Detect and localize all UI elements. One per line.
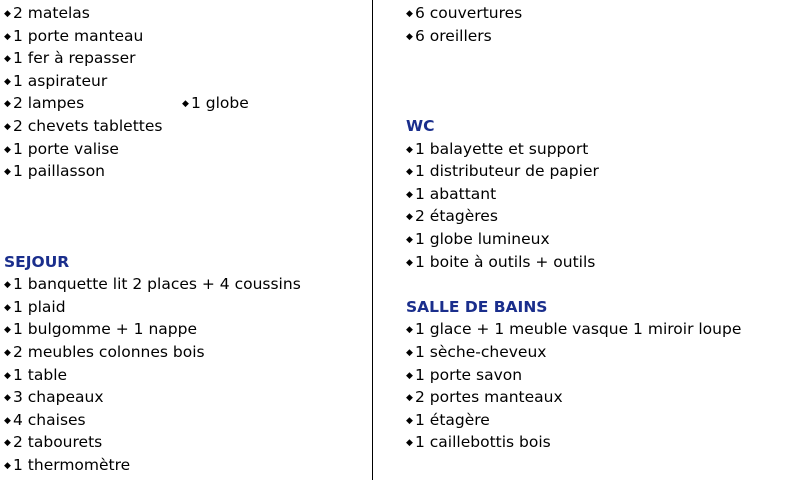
bullet-icon: ◆: [406, 415, 413, 426]
column-divider: [372, 0, 373, 480]
bullet-icon: ◆: [406, 438, 413, 449]
bullet-icon: ◆: [4, 144, 11, 155]
bullet-icon: ◆: [4, 393, 11, 404]
list-item: ◆ 1 glace + 1 meuble vasque 1 miroir loupe: [406, 318, 796, 341]
list-item: ◆ 2 étagères: [406, 205, 796, 228]
spacer: [406, 273, 796, 296]
list-item: ◆ 1 plaid: [4, 296, 364, 319]
list-item: ◆ 1 distributeur de papier: [406, 160, 796, 183]
list-item: ◆ 2 tabourets: [4, 431, 364, 454]
right-column: [406, 2, 796, 454]
bullet-icon: ◆: [406, 347, 413, 358]
bullet-icon: ◆: [406, 167, 413, 178]
list-item: ◆ 2 portes manteaux: [406, 386, 796, 409]
list-item: ◆ 1 paillasson: [4, 160, 364, 183]
bullet-icon: ◆: [406, 325, 413, 336]
left-column: [4, 2, 364, 476]
list-item: ◆ 1 thermomètre: [4, 454, 364, 477]
list-item: ◆ 1 porte manteau: [4, 25, 364, 48]
bullet-icon: ◆: [4, 9, 11, 19]
spacer: [4, 228, 364, 251]
section-heading-salle-de-bains: SALLE DE BAINS: [406, 297, 548, 316]
bullet-icon: ◆: [4, 370, 11, 381]
bullet-icon: ◆: [406, 393, 413, 404]
spacer: [406, 92, 796, 115]
bullet-icon: ◆: [4, 347, 11, 358]
spacer: [406, 47, 796, 70]
spacer: [406, 70, 796, 93]
bullet-icon: ◆: [406, 370, 413, 381]
bullet-icon: ◆: [4, 76, 11, 87]
list-item: ◆ 2 meubles colonnes bois: [4, 341, 364, 364]
list-item: ◆ 2 lampes ◆ 1 globe: [4, 92, 364, 115]
spacer: [4, 183, 364, 206]
list-item: ◆ 2 chevets tablettes: [4, 115, 364, 138]
list-item: ◆ 2 matelas: [4, 2, 364, 25]
list-item: ◆ 1 fer à repasser: [4, 47, 364, 70]
section-heading-wc: WC: [406, 116, 435, 135]
spacer: [4, 205, 364, 228]
list-item: ◆ 1 sèche-cheveux: [406, 341, 796, 364]
bullet-icon: ◆: [4, 31, 11, 42]
list-item: ◆ 1 abattant: [406, 183, 796, 206]
list-item: ◆ 6 oreillers: [406, 25, 796, 48]
bullet-icon: ◆: [406, 257, 413, 268]
bullet-icon: ◆: [406, 189, 413, 200]
bullet-icon: ◆: [406, 144, 413, 155]
bullet-icon: ◆: [406, 212, 413, 223]
list-item: ◆ 1 balayette et support: [406, 138, 796, 161]
bullet-icon: ◆: [4, 121, 11, 132]
list-item: ◆ 1 aspirateur: [4, 70, 364, 93]
bullet-icon: ◆: [406, 234, 413, 245]
list-item: ◆ 1 étagère: [406, 409, 796, 432]
bullet-icon: ◆: [4, 325, 11, 336]
list-item: ◆ 1 table: [4, 364, 364, 387]
list-item: ◆ 1 porte savon: [406, 364, 796, 387]
bullet-icon: ◆: [4, 99, 11, 110]
bullet-icon: ◆: [4, 280, 11, 291]
list-item: ◆ 1 bulgomme + 1 nappe: [4, 318, 364, 341]
bullet-icon: ◆: [4, 438, 11, 449]
list-item: ◆ 6 couvertures: [406, 2, 796, 25]
bullet-icon: ◆: [406, 31, 413, 42]
bullet-icon: ◆: [406, 9, 413, 19]
list-item: ◆ 4 chaises: [4, 409, 364, 432]
list-item: ◆ 1 porte valise: [4, 138, 364, 161]
bullet-icon: ◆: [182, 99, 189, 110]
bullet-icon: ◆: [4, 302, 11, 313]
list-item: ◆ 1 caillebottis bois: [406, 431, 796, 454]
list-item: ◆ 1 banquette lit 2 places + 4 coussins: [4, 273, 364, 296]
list-item-secondary: ◆ 1 globe: [182, 92, 249, 116]
list-item: ◆ 1 globe lumineux: [406, 228, 796, 251]
bullet-icon: ◆: [4, 54, 11, 65]
list-item: ◆ 1 boite à outils + outils: [406, 251, 796, 274]
bullet-icon: ◆: [4, 460, 11, 471]
bullet-icon: ◆: [4, 167, 11, 178]
bullet-icon: ◆: [4, 415, 11, 426]
list-item: ◆ 3 chapeaux: [4, 386, 364, 409]
section-heading-sejour: SEJOUR: [4, 252, 70, 271]
